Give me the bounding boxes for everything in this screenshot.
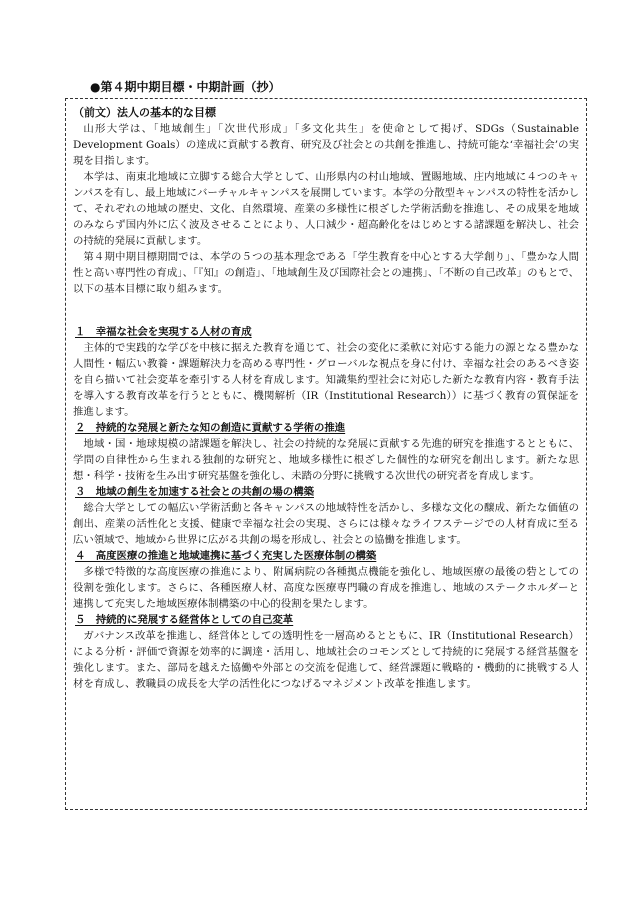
preamble-paragraph: 本学は、南東北地域に立脚する総合大学として、山形県内の村山地域、置賜地域、庄内地域に４つのキャンパスを有し、最上地域にバーチャルキャンパスを展開しています。本学の分散型キャンパスの特性を活かして、それぞれの地域の歴史、文化、自然環境、産業の多様性に根ざした学術活動を推進し、その成果を地域のみならず国内外に広く波及させることにより、人口減少・超高齢化をはじめとする諸課題を解決し、社会の持続的発展に貢献します。: [73, 171, 579, 247]
section-body-5: ガバナンス改革を推進し、経営体としての透明性を一層高めるとともに、IR（Institutional Research）による分析・評価で資源を効率的に調達・活用し、地域社会のコモンズとして持続的に発展する経営基盤を強化します。また、部局を越えた協働や外部との交流を促進して、経営課題に戦略的・機動的に挑戦する人材を育成し、教職員の成長を大学の活性化につなげるマネジメント改革を推進します。: [73, 630, 579, 690]
preamble-paragraph: 山形大学は、「地域創生」「次世代形成」「多文化共生」を使命として掲げ、SDGs（Sustainable Development Goals）の達成に貢献する教育、研究及び社会との共創を推進し、持続可能な‘幸福社会’の実現を目指します。: [73, 123, 579, 167]
section-title-2: ２ 持続的な発展と新たな知の創造に貢献する学術の推進: [75, 422, 346, 434]
document-heading: ●第４期中期目標・中期計画（抄）: [90, 80, 281, 94]
section-title-3: ３ 地域の創生を加速する社会との共創の場の構築: [75, 486, 314, 498]
section-title-5: ５ 持続的に発展する経営体としての自己変革: [75, 614, 294, 626]
section-spacer: [73, 297, 579, 324]
section-body-2: 地域・国・地球規模の諸課題を解決し、社会の持続的な発展に貢献する先進的研究を推進するとともに、学問の自律性から生まれる独創的な研究と、地域多様性に根ざした個性的な研究を創出します。新たな思想・科学・技術を生み出す研究基盤を強化し、未踏の分野に挑戦する次世代の研究者を育成します。: [73, 438, 579, 482]
section-title-4: ４ 高度医療の推進と地域連携に基づく充実した医療体制の構築: [75, 550, 377, 562]
section-title-1: １ 幸福な社会を実現する人材の育成: [75, 326, 252, 338]
preamble-paragraph: 第４期中期目標期間では、本学の５つの基本理念である「学生教育を中心とする大学創り」、「豊かな人間性と高い専門性の育成」、「『知』の創造」、「地域創生及び国際社会との連携」、「不断の自己改革」のもとで、以下の基本目標に取り組みます。: [73, 251, 579, 295]
section-body-4: 多様で特徴的な高度医療の推進により、附属病院の各種拠点機能を強化し、地域医療の最後の砦としての役割を強化します。さらに、各種医療人材、高度な医療専門職の育成を推進し、地域のステークホルダーと連携して充実した地域医療体制構築の中心的役割を果たします。: [73, 566, 579, 610]
preamble-title: （前文）法人の基本的な目標: [73, 106, 216, 119]
section-body-3: 総合大学としての幅広い学術活動と各キャンパスの地域特性を活かし、多様な文化の醸成、新たな価値の創出、産業の活性化と支援、健康で幸福な社会の実現、さらには様々なライフステージでの人材育成に至る広い領域で、地域から世界に広がる共創の場を形成し、社会との協働を推進します。: [73, 502, 579, 546]
plan-box: [65, 98, 587, 810]
section-body-1: 主体的で実践的な学びを中核に据えた教育を通じて、社会の変化に柔軟に対応する能力の源となる豊かな人間性・幅広い教養・課題解決力を高める専門性・グローバルな視点を身に付け、幸福な社会のあるべき姿を自ら描いて社会変革を牽引する人材を育成します。知識集約型社会に対応した新たな教育内容・教育手法を導入する教育改革を行うとともに、機関解析（IR（Institutional Research））に基づく教育の質保証を推進します。: [73, 342, 579, 418]
